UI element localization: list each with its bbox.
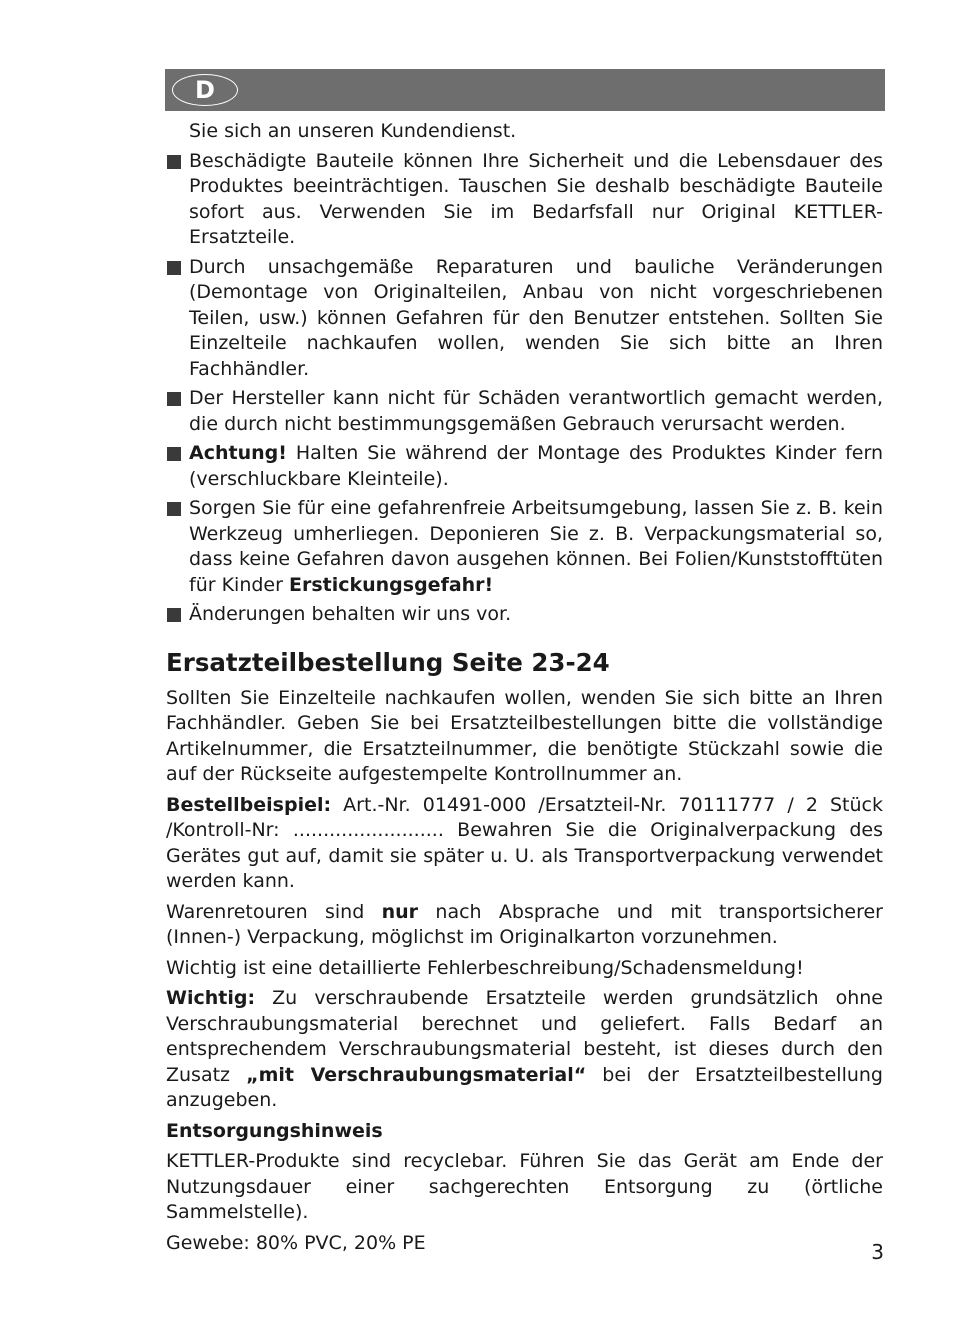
bullet-item (166, 496, 883, 598)
square-bullet-icon (167, 261, 181, 275)
bullet-text: Sorgen Sie für eine gefahrenfreie Arbeitsumgebung, lassen Sie z. B. kein Werkzeug umherliegen. Deponieren Sie z. B. Verpackungsmaterial so, dass keine Gefahren davon ausgehen können. Bei Folien/Kunststofftüten für Kinder (189, 497, 883, 596)
bullet-text: Durch unsachgemäße Reparaturen und bauliche Veränderungen (Demontage von Originalteilen, Anbau von nicht vorgeschriebenen Teilen, usw.) können Gefahren für den Benutzer entstehen. Sollten Sie Einzelteile nachkaufen wollen, wenden Sie sich bitte an Ihren Fachhändler. (189, 255, 883, 380)
disposal-heading: Entsorgungshinweis (166, 1119, 383, 1142)
bullet-text: Halten Sie während der Montage des Produktes Kinder fern (verschluckbare Kleinteile). (189, 442, 883, 490)
bullet-text: Beschädigte Bauteile können Ihre Sicherheit und die Lebensdauer des Produktes beeinträchtigen. Tauschen Sie deshalb beschädigte Bauteile sofort aus. Verwenden Sie im Bedarfsfall nur Original KETTLER-Ersatzteile. (189, 149, 883, 248)
bullet-item (166, 441, 883, 492)
paragraph-fabric: Gewebe: 80% PVC, 20% PE (166, 1231, 426, 1254)
square-bullet-icon (167, 392, 181, 406)
continued-text: Sie sich an unseren Kundendienst. (189, 120, 517, 142)
bullet-text: Änderungen behalten wir uns vor. (189, 603, 512, 625)
bullet-item (166, 386, 883, 437)
paragraph-important: Wichtig: Zu verschraubende Ersatzteile werden grundsätzlich ohne Verschraubungsmaterial berechnet und geliefert. Falls Bedarf an entsprechendem Verschraubungsmaterial besteht, ist dieses durch den Zusatz „mit Verschraubungsmaterial“ bei der Ersatzteilbestellung anzugeben. (166, 987, 883, 1111)
bullet-text: Der Hersteller kann nicht für Schäden verantwortlich gemacht werden, die durch nicht bestimmungsgemäßen Gebrauch verursacht werden. (189, 387, 883, 435)
section-title: Ersatzteilbestellung Seite 23-24 (166, 647, 610, 677)
paragraph-error-description: Wichtig ist eine detaillierte Fehlerbeschreibung/Schadensmeldung! (166, 956, 804, 979)
page-number: 3 (871, 1240, 884, 1264)
important-label: Wichtig: (166, 987, 256, 1009)
paragraph-order-example: Bestellbeispiel: Art.-Nr. 01491-000 /Ersatzteil-Nr. 70111777 / 2 Stück /Kontroll-Nr: ......................... Bewahren Sie die Originalverpackung des Gerätes gut auf, damit sie später u. U. als Transportverpackung verwendet werden kann. (166, 793, 883, 892)
paragraph-returns: Warenretouren sind nur nach Absprache und mit transportsicherer (Innen-) Verpackung, möglichst im Originalkarton vorzunehmen. (166, 900, 883, 948)
square-bullet-icon (167, 502, 181, 516)
bullet-bold-label: Achtung! (189, 442, 287, 464)
paragraph-disposal: KETTLER-Produkte sind recyclebar. Führen Sie das Gerät am Ende der Nutzungsdauer einer sachgerechten Entsorgung zu (örtliche Sammelstelle). (166, 1150, 883, 1223)
bullet-item (166, 602, 883, 628)
header-bar (165, 69, 885, 111)
square-bullet-icon (167, 608, 181, 622)
bullet-item (166, 255, 883, 383)
bullet-bold-end: Erstickungsgefahr! (288, 573, 494, 596)
square-bullet-icon (167, 155, 181, 169)
square-bullet-icon (167, 447, 181, 461)
page-content (166, 119, 883, 1261)
language-badge: D (172, 74, 238, 106)
bullet-item (166, 149, 883, 251)
paragraph-spare-parts: Sollten Sie Einzelteile nachkaufen wollen, wenden Sie sich bitte an Ihren Fachhändler. Geben Sie bei Ersatzteilbestellungen bitte die vollständige Artikelnummer, die Ersatzteilnummer, die benötigte Stückzahl sowie die auf der Rückseite aufgestempelte Kontrollnummer an. (166, 686, 883, 785)
order-example-label: Bestellbeispiel: (166, 793, 332, 816)
